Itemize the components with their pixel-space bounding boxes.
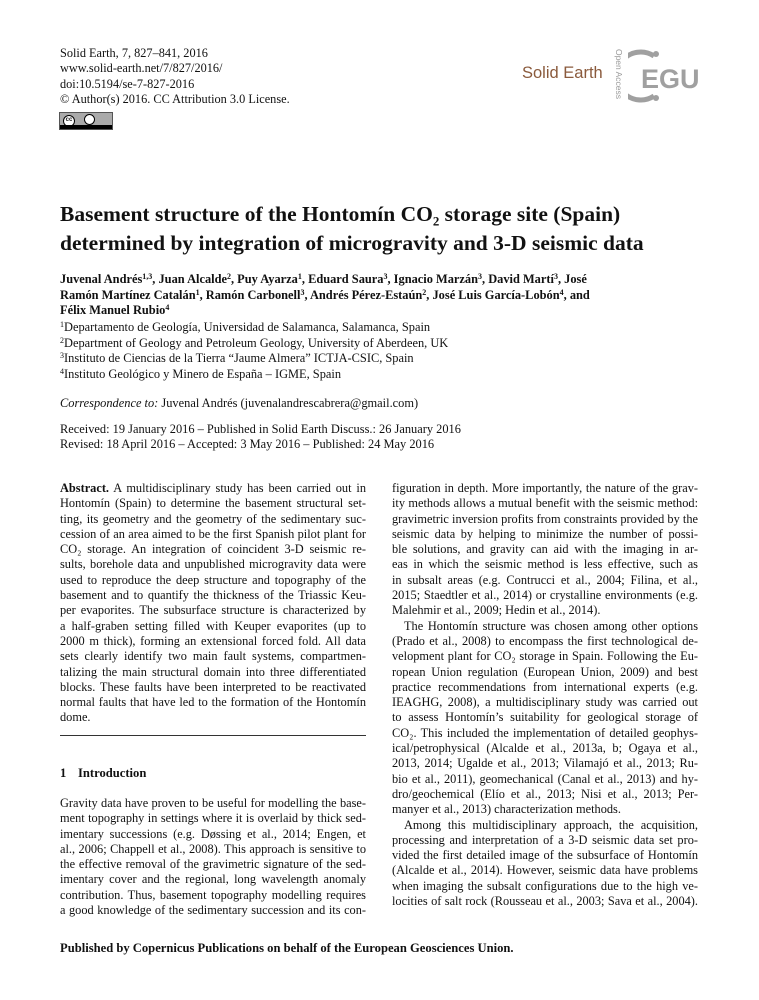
abstract-line: ting, its geometry and the geometry of the sedimentary suc- xyxy=(60,511,366,526)
section-heading xyxy=(60,766,146,781)
body-line: IEAGHG, 2008), a multidisciplinary study was carried out xyxy=(392,695,698,710)
body-line: (Alcalde et al., 2014). However, seismic data have problems xyxy=(392,863,698,878)
body-line: practice recommendations from international experts (e.g. xyxy=(392,679,698,694)
author-name: , and xyxy=(563,287,590,302)
received-date: Received: 19 January 2016 – Published in Solid Earth Discuss.: 26 January 2016 xyxy=(60,422,461,436)
journal-url[interactable]: www.solid-earth.net/7/827/2016/ xyxy=(60,61,223,76)
affiliation-ref: 3 xyxy=(553,272,558,281)
journal-citation: Solid Earth, 7, 827–841, 2016 xyxy=(60,46,208,60)
body-line: a good knowledge of the sedimentary succession and its con- xyxy=(60,903,366,918)
abstract-text: A multidisciplinary study has been carried out in xyxy=(109,481,366,495)
affiliation xyxy=(60,351,448,367)
body-line: bio et al., 2011), geomechanical (Canal et al., 2013) and hy- xyxy=(392,771,698,786)
body-line: The Hontomín structure was chosen among other options xyxy=(404,618,698,633)
body-line: 2013, 2014; Ugalde et al., 2013; Vilamajó et al., 2013; Ru- xyxy=(392,756,698,771)
body-line: in subsalt areas (e.g. Contrucci et al., 2004; Filina, et al., xyxy=(392,572,698,587)
affiliation-ref: 2 xyxy=(226,272,231,281)
section-number: 1 xyxy=(60,766,67,780)
affiliation xyxy=(60,367,448,383)
affiliation xyxy=(60,336,448,352)
body-line: Malehmir et al., 2009; Hedin et al., 2014). xyxy=(392,603,601,618)
abstract-line: talizing the main structural domain into three differentiated xyxy=(60,664,366,679)
author-name: , Ramón Carbonell xyxy=(199,287,301,302)
author-name: , Juan Alcalde xyxy=(152,272,227,286)
body-line: velopment plant for CO₂ storage in Spain. Following the Eu- xyxy=(392,649,698,664)
intro-paragraph xyxy=(60,796,366,918)
abstract-line: normal faults that have led to the formation of the Hontomín xyxy=(60,695,366,710)
body-line: locities of salt rock (Rousseau et al., 2003; Sava et al., 2004). xyxy=(392,894,698,909)
body-line: dro/geochemical (Elío et al., 2013; Nisi et al., 2013; Per- xyxy=(392,786,698,801)
author-name: , José Luis García-Lobón xyxy=(426,287,560,302)
author-list xyxy=(60,272,590,319)
author-name: , Andrés Pérez-Estaún xyxy=(304,287,423,302)
title-line: determined by integration of microgravity and 3-D seismic data xyxy=(60,231,644,255)
abstract-label: Abstract. xyxy=(60,481,110,495)
body-line: (Prado et al., 2008) to encompass the first technological de- xyxy=(392,633,698,648)
body-line: imentary cover and the regional, long wavelength anomaly xyxy=(60,872,366,887)
right-column xyxy=(392,481,698,909)
cc-icon: cc xyxy=(63,115,75,127)
body-line: ment topography in settings where it is overlaid by thick sed- xyxy=(60,811,366,826)
author-name: , David Martí xyxy=(482,272,554,286)
correspondence-text: Juvenal Andrés (juvenalandrescabrera@gmail.com) xyxy=(158,396,419,410)
abstract-line: cession of an area aimed to be the first Spanish pilot plant for xyxy=(60,526,366,541)
correspondence-label: Correspondence to: xyxy=(60,396,159,410)
abstract xyxy=(60,481,366,726)
author-name: , José xyxy=(557,272,587,286)
body-line: al., 2006; Chappell et al., 2008). This approach is sensitive to xyxy=(60,841,366,856)
cc-by-license-badge[interactable] xyxy=(59,112,113,130)
affiliation-number: 2 xyxy=(60,335,64,345)
publisher-footer: Published by Copernicus Publications on behalf of the European Geosciences Union. xyxy=(60,941,514,955)
open-access-label: Open Access xyxy=(614,48,624,100)
affiliation-ref: 1 xyxy=(195,287,200,297)
paper-title xyxy=(60,200,644,258)
affiliation-ref: 4 xyxy=(559,287,564,297)
by-label-bar xyxy=(60,125,112,129)
body-line: figuration in depth. More importantly, the nature of the grav- xyxy=(392,481,698,495)
affiliation-text: Departamento de Geología, Universidad de Salamanca, Salamanca, Spain xyxy=(64,320,431,334)
body-line: eas in which the seismic method is less effective, such as xyxy=(392,557,698,572)
author-line xyxy=(60,272,590,288)
affiliation-ref: 1 xyxy=(297,272,302,281)
abstract-line: blocks. These faults have been interpreted to be reactivated xyxy=(60,679,366,694)
body-line: ical/petrophysical (Alcalde et al., 2013a, b; Ogaya et al., xyxy=(392,741,698,756)
affiliation-ref: 3 xyxy=(478,272,482,281)
body-line: Among this multidisciplinary approach, the acquisition, xyxy=(404,817,698,832)
author-line xyxy=(60,303,590,319)
affiliation-ref: 3 xyxy=(383,272,388,281)
license-text: © Author(s) 2016. CC Attribution 3.0 License. xyxy=(60,91,290,106)
abstract-line: sets clearly identify two main fault systems, compartmen- xyxy=(60,649,366,664)
author-name: , Eduard Saura xyxy=(301,272,384,286)
body-line: to assess Hontomín’s suitability for geological storage of xyxy=(392,710,698,725)
egu-logo-icon xyxy=(628,48,702,104)
journal-brand: Solid Earth xyxy=(522,64,603,82)
attribution-person-icon xyxy=(84,114,95,125)
doi[interactable]: doi:10.5194/se-7-827-2016 xyxy=(60,76,195,91)
body-line: processing and interpretation of a 3-D seismic data set pro- xyxy=(392,832,698,847)
revised-date: Revised: 18 April 2016 – Accepted: 3 May 2016 – Published: 24 May 2016 xyxy=(60,437,435,452)
abstract-line: 2000 m thick), forming an extensional forced fold. All data xyxy=(60,633,366,648)
body-line: manyer et al., 2013) characterization methods. xyxy=(392,802,621,817)
affiliation-text: Department of Geology and Petroleum Geology, University of Aberdeen, UK xyxy=(64,335,449,350)
body-line: gravimetric inversion profits from constraints provided by the xyxy=(392,511,698,526)
section-title: Introduction xyxy=(78,766,147,780)
affiliation-text: Instituto de Ciencias de la Tierra “Jaume Almera” ICTJA-CSIC, Spain xyxy=(64,351,414,366)
abstract-line: Hontomín (Spain) to determine the basement structural set- xyxy=(60,496,366,511)
body-line: vided the first detailed image of the subsurface of Hontomín xyxy=(392,848,698,863)
egu-logo-text: EGU xyxy=(641,64,700,94)
publication-dates xyxy=(60,422,461,453)
abstract-line xyxy=(60,481,366,496)
author-name: Juvenal Andrés xyxy=(60,272,143,286)
affiliation-text: Instituto Geológico y Minero de España – IGME, Spain xyxy=(64,366,342,381)
body-line: when imaging the subsalt configurations due to the high ve- xyxy=(392,878,698,893)
affiliation-number: 1 xyxy=(60,320,64,329)
author-name: , Puy Ayarza xyxy=(230,272,298,286)
correspondence xyxy=(60,396,418,411)
body-line: 2015; Staedtler et al., 2014) or crystalline environments (e.g. xyxy=(392,588,698,603)
body-line: Gravity data have proven to be useful for modelling the base- xyxy=(60,796,366,810)
author-name: , Ignacio Marzán xyxy=(387,272,478,286)
body-line: ropean Union regulation (European Union, 2009) and best xyxy=(392,664,698,679)
body-line: ble solutions, and gravity can aid with the imaging in ar- xyxy=(392,542,698,557)
author-name: Félix Manuel Rubio xyxy=(60,303,166,317)
affiliation xyxy=(60,320,448,336)
citation-header xyxy=(60,46,290,107)
divider xyxy=(60,735,366,736)
body-line: CO₂. This included the implementation of detailed geophys- xyxy=(392,725,698,740)
title-line: Basement structure of the Hontomín CO₂ storage site (Spain) xyxy=(60,202,621,226)
abstract-line: CO₂ storage. An integration of coincident 3-D seismic re- xyxy=(60,542,366,557)
author-line xyxy=(60,288,590,304)
abstract-line: basement and to quantify the thickness of the Triassic Keu- xyxy=(60,588,366,603)
affiliation-number: 3 xyxy=(60,351,64,361)
affiliations xyxy=(60,320,448,382)
affiliation-ref: 1,3 xyxy=(142,272,153,281)
affiliation-ref: 3 xyxy=(300,287,305,297)
abstract-line: per evaporites. The subsurface structure is characterized by xyxy=(60,603,366,618)
body-line: imentary successions (e.g. Døssing et al., 2014; Engen, et xyxy=(60,826,366,841)
abstract-line: sults, borehole data and unpublished microgravity data were xyxy=(60,557,366,572)
affiliation-number: 4 xyxy=(60,366,64,376)
body-line: seismic data by helping to minimize the number of possi- xyxy=(392,526,698,541)
body-line: ity methods allows a mutual benefit with the seismic method: xyxy=(392,496,698,511)
affiliation-ref: 2 xyxy=(422,287,427,297)
body-line: contribution. Thus, basement topography modelling requires xyxy=(60,887,366,902)
abstract-line: a half-graben setting filled with Keuper evaporites (up to xyxy=(60,618,366,633)
affiliation-ref: 4 xyxy=(165,303,170,312)
author-name: Ramón Martínez Catalán xyxy=(60,287,196,302)
abstract-line: dome. xyxy=(60,710,91,725)
body-line: the effective removal of the gravimetric signature of the sed- xyxy=(60,857,366,872)
abstract-line: used to reproduce the deep structure and topography of the xyxy=(60,572,366,587)
